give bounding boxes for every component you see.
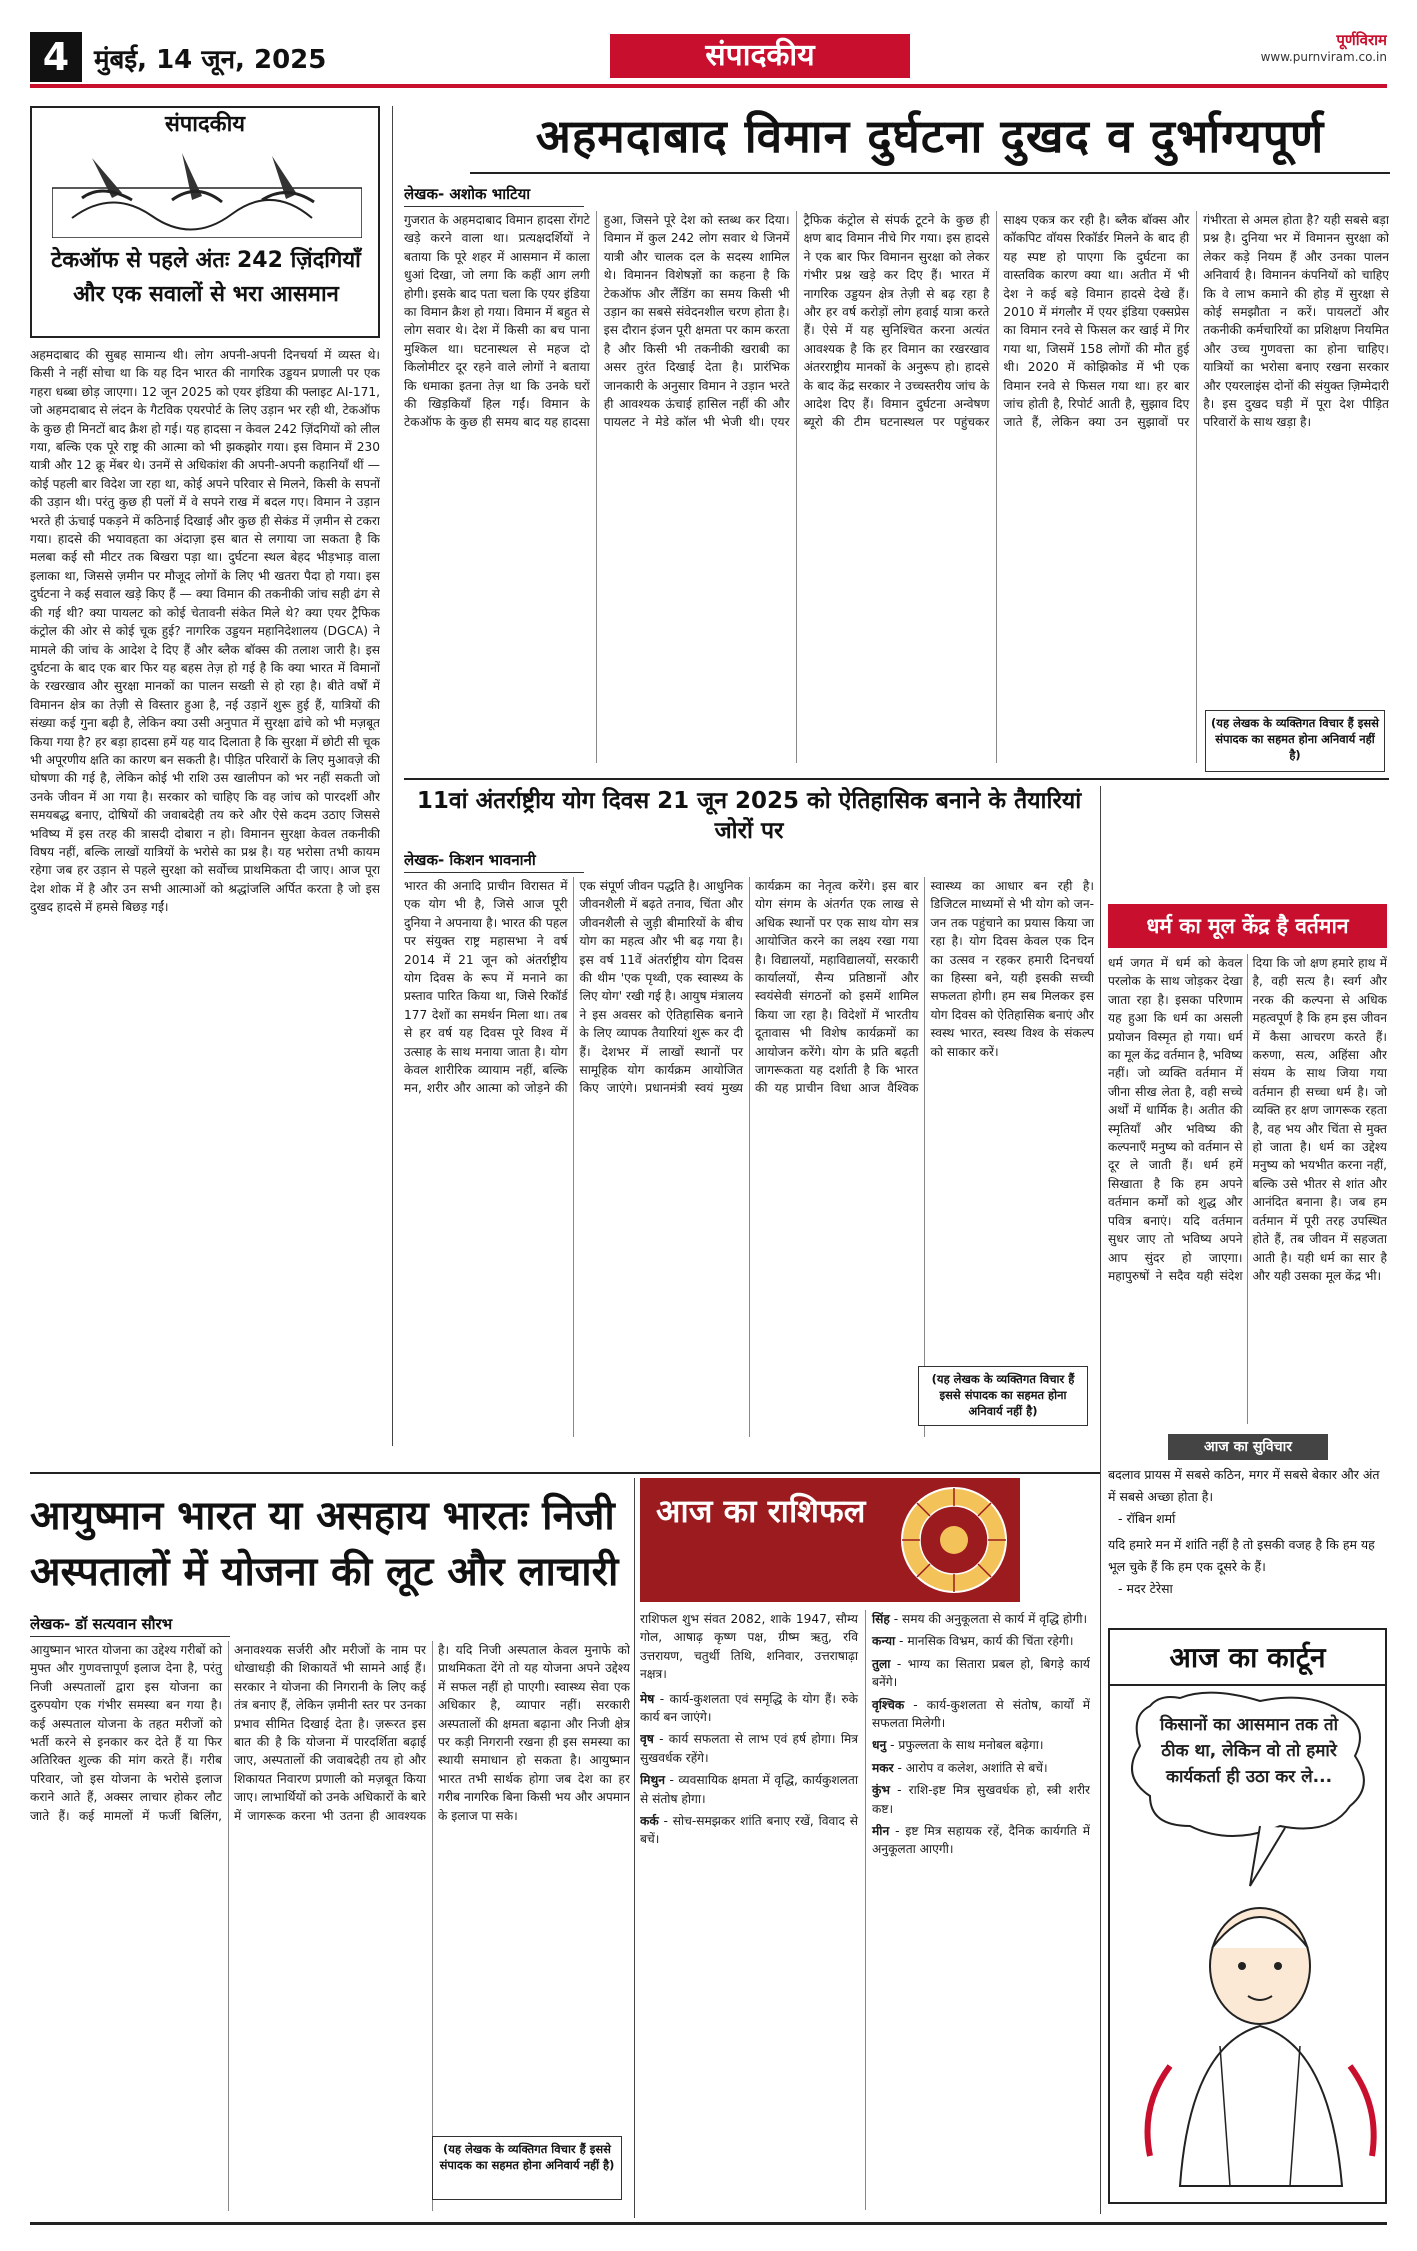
- rashifal-sign-name: वृष: [640, 1732, 654, 1747]
- rashifal-sign-text: - कार्य सफलता से लाभ एवं हर्ष होगा। मित्र सुखवर्धक रहेंगे।: [640, 1732, 858, 1765]
- rashifal-sign-item: [872, 1759, 1090, 1777]
- yoga-headline: 11वां अंतर्राष्ट्रीय योग दिवस 21 जून 2025 को ऐतिहासिक बनाने के तैयारियां जोरों पर: [416, 788, 1082, 844]
- editorial-box: [30, 106, 380, 338]
- brand: [1261, 30, 1387, 64]
- suvichar-author: - रॉबिन शर्मा: [1118, 1511, 1176, 1526]
- rashifal-sign-item: [872, 1610, 1090, 1628]
- lead-paragraph: गुजरात के अहमदाबाद विमान हादसा रोंगटे खड़े करने वाला था। प्रत्यक्षदर्शियों ने बताया कि पूरे शहर में आसमान में काला धुआं दिखा, जो लगा कि कहीं आग लगी होगी। इसके बाद पता चला कि एयर इंडिया का विमान क्रैश हो गया। विमान में बहुत से लोग सवार थे। देश में किसी का बच पाना मुश्किल था। घटनास्थल से महज दो किलोमीटर दूर रहने वाले लोगों ने बताया कि धमाका इतना तेज़ था कि उनके घरों की खिड़कियाँ हिल गईं। विमान के टेकऑफ के कुछ ही समय बाद यह हादसा हुआ, जिसने पूरे देश को स्तब्ध कर दिया। विमान में कुल 242 लोग सवार थे जिनमें यात्री और चालक दल के सदस्य शामिल थे। विमानन विशेषज्ञों का कहना है कि टेकऑफ और लैंडिंग का समय किसी भी उड़ान का सबसे संवेदनशील चरण होता है। इस दौरान इंजन पूरी क्षमता पर काम करता है और किसी भी तकनीकी खराबी का असर तुरंत दिखाई देता है। प्रारंभिक जानकारी के अनुसार विमान ने उड़ान भरते ही आवश्यक ऊंचाई हासिल नहीं की और पायलट ने मेडे कॉल भी भेजी थी। एयर ट्रैफिक कंट्रोल से संपर्क टूटने के कुछ ही क्षण बाद विमान नीचे गिर गया। इस हादसे ने एक बार फिर विमानन सुरक्षा को लेकर गंभीर प्रश्न खड़े कर दिए हैं। भारत में नागरिक उड्डयन क्षेत्र तेज़ी से बढ़ रहा है और हर वर्ष करोड़ों लोग हवाई यात्रा करते हैं। ऐसे में यह सुनिश्चित करना अत्यंत आवश्यक है कि हर विमान का रखरखाव अंतरराष्ट्रीय मानकों के अनुरूप हो। हादसे के बाद केंद्र सरकार ने उच्चस्तरीय जांच के आदेश दिए हैं। विमान दुर्घटना अन्वेषण ब्यूरो की टीम घटनास्थल पर पहुंचकर साक्ष्य एकत्र कर रही है। ब्लैक बॉक्स और कॉकपिट वॉयस रिकॉर्डर मिलने के बाद ही यह स्पष्ट हो पाएगा कि दुर्घटना का वास्तविक कारण क्या था। अतीत में भी देश ने कई बड़े विमान हादसे देखे हैं। 2010 में मंगलौर में एयर इंडिया एक्सप्रेस का विमान रनवे से फिसल कर खाई में गिर गया था, जिसमें 158 लोगों की मौत हुई थी। 2020 में कोझिकोड में भी एक विमान रनवे से फिसल गया था। हर बार जांच होती है, रिपोर्ट आती है, सुझाव दिए जाते हैं, लेकिन क्या उन सुझावों पर गंभीरता से अमल होता है? यही सबसे बड़ा प्रश्न है। दुनिया भर में विमानन सुरक्षा को लेकर कड़े नियम हैं और उनका पालन अनिवार्य है। विमानन कंपनियों को चाहिए कि वे लाभ कमाने की होड़ में सुरक्षा से कोई समझौता न करें। पायलटों और तकनीकी कर्मचारियों का प्रशिक्षण नियमित और उच्च गुणवत्ता का होना चाहिए। यात्रियों का भरोसा बनाए रखना सरकार और एयरलाइंस दोनों की संयुक्त ज़िम्मेदारी है। इस दुखद घड़ी में पूरा देश पीड़ित परिवारों के साथ खड़ा है।: [404, 213, 1389, 430]
- rashifal-sign-item: [640, 1771, 858, 1808]
- rashifal-sign-name: धनु: [872, 1738, 887, 1753]
- page-number: 4: [30, 32, 82, 82]
- cartoon-label: आज का कार्टून: [1108, 1628, 1387, 1684]
- rashifal-sign-text: - सोच-समझकर शांति बनाए रखें, विवाद से बचें।: [640, 1814, 858, 1847]
- dharm-headline: धर्म का मूल केंद्र है वर्तमान: [1108, 904, 1387, 948]
- rashifal-sign-text: - इष्ट मित्र सहायक रहें, दैनिक कार्यगति में अनुकूलता आएगी।: [872, 1824, 1090, 1857]
- rashifal-sign-item: [872, 1822, 1090, 1859]
- yoga-byline: लेखक- किशन भावनानी: [404, 850, 584, 873]
- lead-body: [404, 211, 1389, 763]
- yoga-article: [404, 850, 1094, 1444]
- rashifal-sign-text: - कार्य-कुशलता एवं समृद्धि के योग हैं। रुके कार्य बन जाएंगे।: [640, 1691, 858, 1725]
- column-divider: [634, 1478, 635, 2218]
- rashifal-sign-name: मीन: [872, 1824, 890, 1839]
- rashifal-sign-name: कर्क: [640, 1814, 659, 1829]
- column-divider: [1100, 1434, 1101, 2214]
- rashifal-sign-item: [872, 1655, 1090, 1692]
- rashifal-sign-name: सिंह: [872, 1612, 890, 1626]
- rashifal-intro: राशिफल शुभ संवत 2082, शाके 1947, सौम्य गोल, आषाढ़ कृष्ण पक्ष, ग्रीष्म ऋतु, रवि उत्तरायण, चतुर्थी तिथि, शनिवार, उत्तराषाढ़ा नक्षत्र।: [640, 1612, 858, 1682]
- lead-headline: अहमदाबाद विमान दुर्घटना दुखद व दुर्भाग्यपूर्ण: [470, 104, 1390, 174]
- lead-disclaimer: (यह लेखक के व्यक्तिगत विचार हैं इससे संपादक का सहमत होना अनिवार्य नहीं है): [1205, 710, 1385, 772]
- footer-rule: [30, 2222, 1387, 2225]
- suvichar-body: [1108, 1464, 1387, 1614]
- rashifal-sign-text: - मानसिक विभ्रम, कार्य की चिंता रहेगी।: [895, 1634, 1074, 1649]
- yoga-body: [404, 877, 1094, 1437]
- section-divider: [404, 778, 1389, 780]
- ayushman-article: [30, 1614, 630, 2214]
- dharm-body: [1108, 954, 1387, 1424]
- yoga-disclaimer: (यह लेखक के व्यक्तिगत विचार हैं इससे संपादक का सहमत होना अनिवार्य नहीं है): [918, 1366, 1088, 1426]
- rashifal-sign-text: - आरोप व कलेश, अशांति से बचें।: [893, 1760, 1048, 1775]
- suvichar-author: - मदर टेरेसा: [1118, 1581, 1173, 1596]
- editorial-body: [30, 346, 380, 1446]
- ayushman-disclaimer: (यह लेखक के व्यक्तिगत विचार हैं इससे संपादक का सहमत होना अनिवार्य नहीं है): [432, 2136, 622, 2200]
- dharm-paragraph: धर्म जगत में धर्म को केवल परलोक के साथ जोड़कर देखा जाता रहा है। इसका परिणाम यह हुआ कि धर्म का असली प्रयोजन विस्मृत हो गया। धर्म का मूल केंद्र वर्तमान है, भविष्य नहीं। जो व्यक्ति वर्तमान में जीना सीख लेता है, वही सच्चे अर्थों में धार्मिक है। अतीत की स्मृतियाँ और भविष्य की कल्पनाएँ मनुष्य को वर्तमान से दूर ले जाती हैं। धर्म हमें सिखाता है कि हम अपने वर्तमान कर्मों को शुद्ध और पवित्र बनाएं। यदि वर्तमान सुधर जाए तो भविष्य अपने आप सुंदर हो जाएगा। महापुरुषों ने सदैव यही संदेश दिया कि जो क्षण हमारे हाथ में है, वही सत्य है। स्वर्ग और नरक की कल्पना से अधिक महत्वपूर्ण है कि हम इस जीवन में कैसा आचरण करते हैं। करुणा, सत्य, अहिंसा और संयम के साथ जिया गया वर्तमान ही सच्चा धर्म है। जो व्यक्ति हर क्षण जागरूक रहता है, वह भय और चिंता से मुक्त हो जाता है। धर्म का उद्देश्य मनुष्य को भयभीत करना नहीं, बल्कि उसे भीतर से शांत और आनंदित बनाना है। जब हम वर्तमान में पूरी तरह उपस्थित होते हैं, तब जीवन में सहजता आती है। यही धर्म का सार है और यही उसका मूल केंद्र भी।: [1108, 956, 1387, 1283]
- ayushman-body: [30, 1641, 630, 2211]
- rashifal-sign-name: मकर: [872, 1760, 894, 1775]
- rashifal-sign-name: कन्या: [872, 1634, 896, 1649]
- editorial-paragraph: अहमदाबाद की सुबह सामान्य थी। लोग अपनी-अपनी दिनचर्या में व्यस्त थे। किसी ने नहीं सोचा था कि यह दिन भारत की नागरिक उड्डयन प्रणाली पर एक गहरा धब्बा छोड़ जाएगा। 12 जून 2025 को एयर इंडिया की फ्लाइट AI-171, जो अहमदाबाद से लंदन के गैटविक एयरपोर्ट के लिए उड़ान भर रही थी, टेकऑफ के कुछ ही मिनटों बाद क्रैश हो गई। यह हादसा न केवल 242 ज़िंदगियों को लील गया, बल्कि एक पूरे राष्ट्र की आत्मा को भी झकझोर गया। इस विमान में 230 यात्री और 12 क्रू मेंबर थे। उनमें से अधिकांश की अपनी-अपनी कहानियाँ थीं — कोई पहली बार विदेश जा रहा था, कोई अपने परिवार से मिलने, किसी के सपनों की उड़ान थी। परंतु कुछ ही पलों में वे सपने राख में बदल गए। विमान ने उड़ान भरते ही ऊंचाई पकड़ने में कठिनाई दिखाई और कुछ ही सेकंड में ज़मीन से टकरा गया। हादसे की भयावहता का अंदाज़ा इस बात से लगाया जा सकता है कि मलबा कई सौ मीटर तक बिखरा पड़ा था। दुर्घटना स्थल बेहद भीड़भाड़ वाला इलाका था, जिससे ज़मीन पर मौजूद लोगों के लिए भी खतरा पैदा हो गया। इस दुर्घटना ने कई सवाल खड़े किए हैं — क्या विमान की तकनीकी जांच सही ढंग से की गई थी? क्या पायलट को कोई चेतावनी संकेत मिले थे? क्या एयर ट्रैफिक कंट्रोल की ओर से कोई चूक हुई? नागरिक उड्डयन महानिदेशालय (DGCA) ने मामले की जांच के आदेश दे दिए हैं और ब्लैक बॉक्स की तलाश जारी है। इस दुर्घटना के बाद एक बार फिर यह बहस तेज़ हो गई है कि क्या भारत में विमानों के रखरखाव और सुरक्षा मानकों का पालन सख्ती से हो रहा है। बीते वर्षों में विमानन क्षेत्र का तेज़ी से विस्तार हुआ है, नई उड़ानें शुरू हुई हैं, यात्रियों की संख्या कई गुना बढ़ी है, लेकिन क्या उसी अनुपात में सुरक्षा ढांचे को भी मज़बूत किया गया है? हर बड़ा हादसा हमें यह याद दिलाता है कि सुरक्षा में छोटी सी चूक भी अपूरणीय क्षति का कारण बन सकती है। पीड़ित परिवारों के लिए मुआवज़े की घोषणा की गई है, लेकिन कोई भी राशि उस खालीपन को भर नहीं सकती जो उनके जीवन में आ गया है। सरकार को चाहिए कि वह जांच को पारदर्शी और समयबद्ध बनाए, दोषियों की जवाबदेही तय करे और ऐसे कदम उठाए जिससे भविष्य में इस तरह की त्रासदी दोबारा न हो। विमानन सुरक्षा केवल तकनीकी विषय नहीं, बल्कि लाखों यात्रियों के भरोसे का प्रश्न है। यह भरोसा तभी कायम रहेगा जब हर उड़ान से पहले सुरक्षा को सर्वोच्च प्राथमिकता दी जाए। आज पूरा देश शोक में है और उन सभी आत्माओं को श्रद्धांजलि अर्पित करता है जो इस दुखद हादसे में हमसे बिछड़ गईं।: [30, 348, 380, 915]
- brand-url[interactable]: www.purnviram.co.in: [1260, 50, 1387, 64]
- rashifal-sign-text: - कार्य-कुशलता से संतोष, कार्यों में सफलता मिलेगी।: [872, 1697, 1090, 1731]
- rashifal-sign-text: - प्रफुल्लता के साथ मनोबल बढ़ेगा।: [886, 1738, 1044, 1753]
- writing-hands-icon: [52, 148, 362, 238]
- suvichar-label: आज का सुविचार: [1168, 1434, 1328, 1460]
- suvichar-header: [1108, 1434, 1387, 1460]
- lead-article: [404, 184, 1389, 774]
- rashifal-sign-name: तुला: [872, 1656, 891, 1671]
- rashifal-sign-text: - व्यवसायिक क्षमता में वृद्धि, कार्यकुशलता से संतोष होगा।: [640, 1773, 858, 1806]
- zodiac-wheel-icon: [898, 1484, 1010, 1596]
- rashifal-banner: [640, 1478, 1020, 1602]
- rashifal-sign-name: वृश्चिक: [872, 1697, 905, 1712]
- brand-name: पूर्णविराम: [1336, 31, 1387, 49]
- suvichar-quote: बदलाव प्रायस में सबसे कठिन, मगर में सबसे बेकार और अंत में सबसे अच्छा होता है।: [1108, 1467, 1380, 1504]
- rashifal-sign-item: [872, 1696, 1090, 1733]
- ayushman-byline: लेखक- डॉ सत्यवान सौरभ: [30, 1614, 230, 1637]
- rashifal-sign-item: [872, 1781, 1090, 1818]
- cartoon-speech: किसानों का आसमान तक तो ठीक था, लेकिन वो तो हमारे कार्यकर्ता ही उठा कर ले...: [1159, 1715, 1339, 1787]
- rashifal-sign-text: - भाग्य का सितारा प्रबल हो, बिगड़े कार्य बनेंगे।: [872, 1656, 1090, 1690]
- masthead: [30, 28, 1387, 88]
- rashifal-body: [640, 1610, 1090, 2210]
- rashifal-sign-item: [640, 1730, 858, 1767]
- rashifal-title: आज का राशिफल: [656, 1492, 866, 1530]
- rashifal-sign-item: [872, 1736, 1090, 1754]
- column-divider: [392, 106, 393, 1446]
- dateline: मुंबई, 14 जून, 2025: [94, 45, 327, 75]
- rashifal-sign-text: - राशि-इष्ट मित्र सुखवर्धक हो, स्त्री शरीर कष्ट।: [872, 1783, 1090, 1816]
- ayushman-headline: आयुष्मान भारत या असहाय भारतः निजी अस्पतालों में योजना की लूट और लाचारी: [30, 1492, 619, 1595]
- lead-byline: लेखक- अशोक भाटिया: [404, 184, 584, 207]
- editorial-title: टेकऑफ से पहले अंतः 242 ज़िंदगियाँ और एक सवालों से भरा आसमान: [51, 248, 361, 307]
- editorial-label: संपादकीय: [164, 111, 246, 137]
- rashifal-sign-name: कुंभ: [872, 1783, 890, 1798]
- ayushman-paragraph: आयुष्मान भारत योजना का उद्देश्य गरीबों को मुफ्त और गुणवत्तापूर्ण इलाज देना है, परंतु निजी अस्पतालों द्वारा इस योजना का दुरुपयोग एक गंभीर समस्या बन गया है। कई अस्पताल योजना के तहत मरीजों को भर्ती करने से इनकार कर देते हैं या फिर अतिरिक्त शुल्क की मांग करते हैं। गरीब परिवार, जो इस योजना के भरोसे इलाज कराने आते हैं, अक्सर लाचार होकर लौट जाते हैं। कई मामलों में फर्जी बिलिंग, अनावश्यक सर्जरी और मरीजों के नाम पर धोखाधड़ी की शिकायतें भी सामने आई हैं। सरकार ने योजना की निगरानी के लिए कई तंत्र बनाए हैं, लेकिन ज़मीनी स्तर पर उनका प्रभाव सीमित दिखाई देता है। ज़रूरत इस बात की है कि योजना में पारदर्शिता बढ़ाई जाए, अस्पतालों की जवाबदेही तय हो और शिकायत निवारण प्रणाली को मज़बूत किया जाए। लाभार्थियों को उनके अधिकारों के बारे में जागरूक करना भी उतना ही आवश्यक है। यदि निजी अस्पताल केवल मुनाफे को प्राथमिकता देंगे तो यह योजना अपने उद्देश्य में सफल नहीं हो पाएगी। स्वास्थ्य सेवा एक अधिकार है, व्यापार नहीं। सरकारी अस्पतालों की क्षमता बढ़ाना और निजी क्षेत्र पर कड़ी निगरानी रखना ही इस समस्या का स्थायी समाधान हो सकता है। आयुष्मान भारत तभी सार्थक होगा जब देश का हर गरीब नागरिक बिना किसी भय और अपमान के इलाज पा सके।: [30, 1643, 630, 1823]
- rashifal-sign-item: [640, 1690, 858, 1727]
- rashifal-sign-name: मेष: [640, 1691, 655, 1706]
- suvichar-quote: यदि हमारे मन में शांति नहीं है तो इसकी वजह है कि हम यह भूल चुके हैं कि हम एक दूसरे के हैं।: [1108, 1537, 1375, 1574]
- section-divider: [30, 1472, 1100, 1474]
- yoga-paragraph: भारत की अनादि प्राचीन विरासत में एक योग भी है, जिसे आज पूरी दुनिया ने अपनाया है। भारत की पहल पर संयुक्त राष्ट्र महासभा ने वर्ष 2014 में 21 जून को अंतर्राष्ट्रीय योग दिवस के रूप में मनाने का प्रस्ताव पारित किया था, जिसे रिकॉर्ड 177 देशों का समर्थन मिला था। तब से हर वर्ष यह दिवस पूरे विश्व में उत्साह के साथ मनाया जाता है। योग केवल शारीरिक व्यायाम नहीं, बल्कि मन, शरीर और आत्मा को जोड़ने की एक संपूर्ण जीवन पद्धति है। आधुनिक जीवनशैली में बढ़ते तनाव, चिंता और जीवनशैली से जुड़ी बीमारियों के बीच योग का महत्व और भी बढ़ गया है। इस वर्ष 11वें अंतर्राष्ट्रीय योग दिवस की थीम 'एक पृथ्वी, एक स्वास्थ्य के लिए योग' रखी गई है। आयुष मंत्रालय ने इस अवसर को ऐतिहासिक बनाने के लिए व्यापक तैयारियां शुरू कर दी हैं। देशभर में लाखों स्थानों पर सामूहिक योग कार्यक्रम आयोजित किए जाएंगे। प्रधानमंत्री स्वयं मुख्य कार्यक्रम का नेतृत्व करेंगे। इस बार योग संगम के अंतर्गत एक लाख से अधिक स्थानों पर एक साथ योग सत्र आयोजित करने का लक्ष्य रखा गया है। विद्यालयों, महाविद्यालयों, सरकारी कार्यालयों, सैन्य प्रतिष्ठानों और स्वयंसेवी संगठनों को इसमें शामिल किया जा रहा है। विदेशों में भारतीय दूतावास भी विशेष कार्यक्रमों का आयोजन करेंगे। योग के प्रति बढ़ती जागरूकता यह दर्शाती है कि भारत की यह प्राचीन विधा आज वैश्विक स्वास्थ्य का आधार बन रही है। डिजिटल माध्यमों से भी योग को जन-जन तक पहुंचाने का प्रयास किया जा रहा है। योग दिवस केवल एक दिन का उत्सव न रहकर हमारी दिनचर्या का हिस्सा बने, यही इसकी सच्ची सफलता होगी। हम सब मिलकर इस योग दिवस को ऐतिहासिक बनाएं और स्वस्थ भारत, स्वस्थ विश्व के संकल्प को साकार करें।: [404, 879, 1094, 1096]
- rashifal-sign-item: [640, 1812, 858, 1849]
- rashifal-sign-text: - समय की अनुकूलता से कार्य में वृद्धि होगी।: [889, 1612, 1088, 1626]
- rashifal-sign-name: मिथुन: [640, 1773, 665, 1788]
- section-title: संपादकीय: [610, 34, 910, 78]
- column-divider: [1100, 786, 1101, 1446]
- cartoon-panel: [1108, 1684, 1387, 2204]
- rashifal-sign-item: [872, 1632, 1090, 1650]
